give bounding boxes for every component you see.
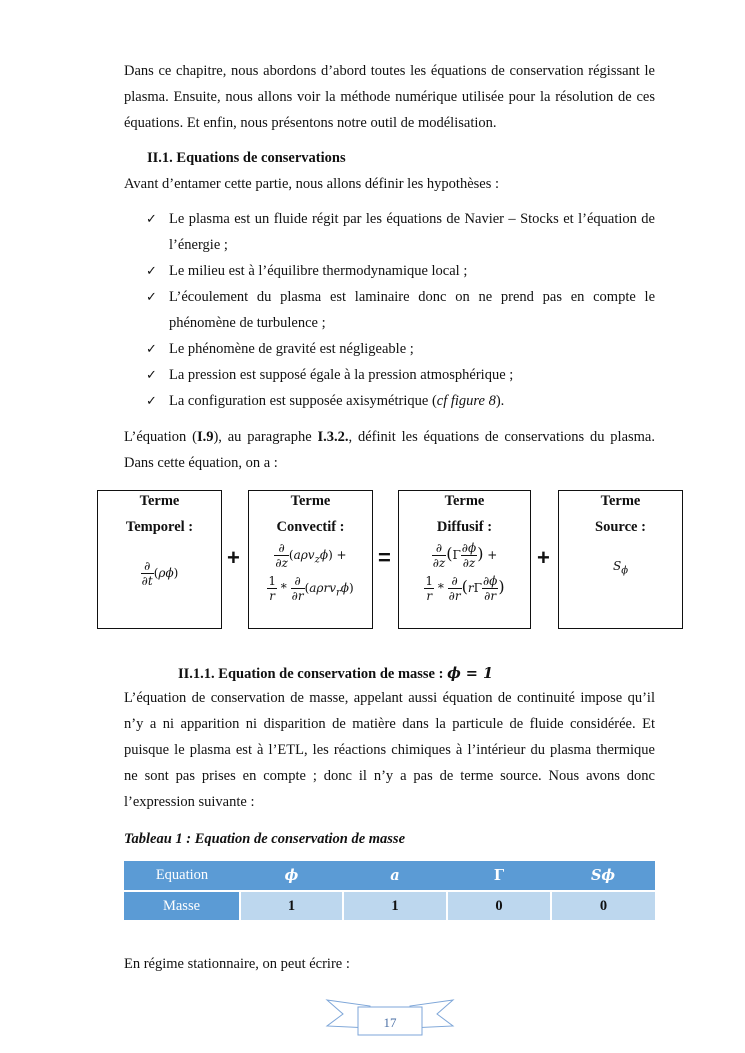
list-item: ✓ Le phénomène de gravité est négligeable ; xyxy=(146,336,655,362)
term-subtitle: Convectif : xyxy=(276,519,345,535)
check-mark-icon: ✓ xyxy=(146,263,157,278)
list-item: ✓ Le milieu est à l’équilibre thermodynamique local ; xyxy=(146,258,655,284)
table-header-row xyxy=(124,861,655,891)
diffusive-term-formula-line2: $\frac{1}{r}$ * $\frac{\partial}{\partial r}$ (rΓ $\frac{\partial\phi}{\partial r}$ ) xyxy=(425,574,505,603)
convective-term-box xyxy=(248,490,373,629)
table-header-cell: Γ xyxy=(447,861,551,891)
source-term-formula: $S_\phi$ xyxy=(612,559,629,577)
section-heading: II.1. Equations de conservations xyxy=(147,150,346,166)
list-item: ✓ La pression est supposé égale à la pression atmosphérique ; xyxy=(146,362,655,388)
table-header-cell: a xyxy=(343,861,447,891)
term-title: Terme xyxy=(139,493,180,509)
check-mark-icon: ✓ xyxy=(146,289,157,304)
term-subtitle: Diffusif : xyxy=(436,519,493,535)
table-caption: Tableau 1 : Equation de conservation de masse xyxy=(124,831,406,847)
page-number-banner xyxy=(325,998,455,1038)
table-cell: 0 xyxy=(447,891,551,920)
diffusive-term-formula-line1: $\frac{\partial}{\partial z}$ (Γ $\frac{\partial\phi}{\partial z}$ ) + xyxy=(432,541,498,570)
term-title: Terme xyxy=(290,493,331,509)
equation-reference-paragraph: L’équation (I.9), au paragraphe I.3.2., définit les équations de conservations du plasma. Dans cette équation, on a : xyxy=(124,429,655,471)
temporal-term-box xyxy=(97,490,222,629)
list-item: ✓ Le plasma est un fluide régit par les équations de Navier – Stocks et l’équation de l’énergie ; xyxy=(146,206,655,258)
term-title: Terme xyxy=(444,493,485,509)
intro-line: plasma. Ensuite, nous allons voir la méthode numérique utilisée pour la résolution de ces xyxy=(124,89,655,105)
term-title: Terme xyxy=(600,493,641,509)
figure-reference: cf figure 8 xyxy=(436,393,496,409)
closing-paragraph: En régime stationnaire, on peut écrire : xyxy=(124,956,350,972)
list-item: ✓ La configuration est supposée axisymétrique (cf figure 8). xyxy=(146,388,655,414)
source-term-box xyxy=(558,490,683,629)
intro-line: Dans ce chapitre, nous abordons d’abord toutes les équations de conservation régissant le xyxy=(124,63,655,79)
convective-term-formula-line1: $\frac{\partial}{\partial z}$ (aρv$_z$ϕ) + xyxy=(275,541,347,570)
check-mark-icon: ✓ xyxy=(146,341,157,356)
subsection-heading: II.1.1. Equation de conservation de masse : ϕ = 1 xyxy=(178,665,494,682)
section-lead: Avant d’entamer cette partie, nous allons définir les hypothèses : xyxy=(124,176,500,192)
table-cell: 0 xyxy=(551,891,655,920)
check-mark-icon: ✓ xyxy=(146,367,157,382)
check-mark-icon: ✓ xyxy=(146,211,157,226)
table-cell: 1 xyxy=(240,891,343,920)
diffusive-term-box xyxy=(398,490,531,629)
temporal-term-formula: $\frac{\partial}{\partial t}$ (ρϕ) xyxy=(141,559,179,588)
list-item: ✓ L’écoulement du plasma est laminaire donc on ne prend pas en compte le phénomène de turbulence ; xyxy=(146,284,655,336)
table-header-cell: Equation xyxy=(124,861,240,891)
subsection-paragraph: L’équation de conservation de masse, appelant aussi équation de continuité impose qu’il n’y a ni apparition ni disparition de matière dans la particule de fluide considérée. Et puisque le plasma est à l’ETL, les réactions chimiques à l’intérieur du plasma thermique ne sont pas prises en compte ; donc il n’y a pas de terme source. Nous avons donc l’expression suivante : xyxy=(124,690,655,810)
table-header-cell: Sϕ xyxy=(551,861,655,891)
table-cell: Masse xyxy=(124,891,240,920)
term-subtitle: Source : xyxy=(595,519,646,535)
hypotheses-list xyxy=(146,206,655,414)
plus-operator: + xyxy=(227,545,240,570)
page-number: 17 xyxy=(383,1015,397,1030)
check-mark-icon: ✓ xyxy=(146,393,157,408)
table-cell: 1 xyxy=(343,891,447,920)
intro-paragraph xyxy=(124,58,655,136)
table-row xyxy=(124,891,655,920)
plus-operator: + xyxy=(537,545,550,570)
table-header-cell: ϕ xyxy=(240,861,343,891)
convective-term-formula-line2: $\frac{1}{r}$ * $\frac{\partial}{\partial r}$ (aρrv$_r$ϕ) xyxy=(268,574,354,603)
equals-operator: = xyxy=(378,545,391,570)
term-subtitle: Temporel : xyxy=(125,519,194,535)
intro-line: équations. Et enfin, nous présentons notre outil de modélisation. xyxy=(124,115,497,131)
mass-conservation-table xyxy=(124,861,655,920)
